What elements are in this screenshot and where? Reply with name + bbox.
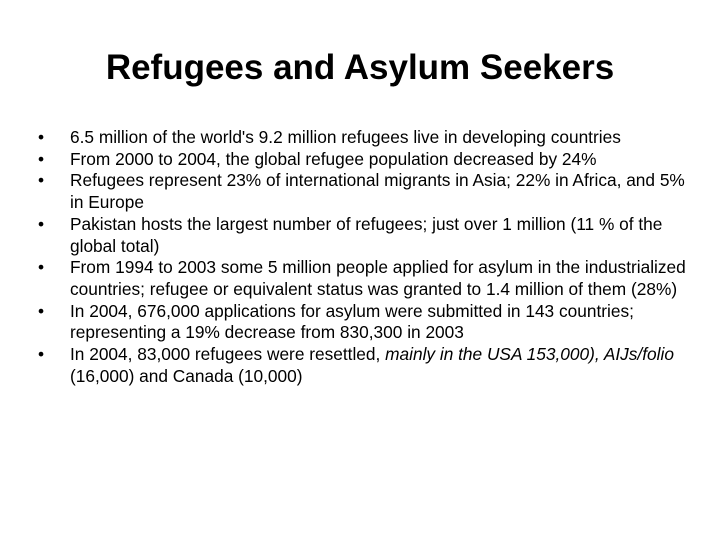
bullet-text: In 2004, 676,000 applications for asylum were submitted in 143 countries; representing a 19% decrease from 830,300 in 2003 [70, 300, 634, 343]
bullet-icon: • [38, 300, 45, 321]
bullet-text-italic: mainly in the USA 153,000), AIJs/folio [385, 344, 674, 365]
bullet-item [38, 344, 698, 387]
bullet-item [38, 149, 698, 171]
bullet-text-part: In 2004, 83,000 refugees were resettled, [70, 344, 386, 365]
slide-title: Refugees and Asylum Seekers [105, 48, 615, 87]
bullet-item [38, 257, 698, 300]
bullet-item [38, 127, 698, 149]
bullet-text-part: (16,000) and Canada (10,000) [70, 365, 303, 386]
bullet-icon: • [38, 170, 45, 191]
bullet-list [38, 127, 698, 387]
bullet-item [38, 214, 698, 257]
bullet-icon: • [38, 127, 45, 147]
bullet-text: Pakistan hosts the largest number of refugees; just over 1 million (11 % of the global total) [70, 213, 663, 256]
bullet-text: Refugees represent 23% of international migrants in Asia; 22% in Africa, and 5% in Europe [70, 170, 685, 213]
bullet-text: 6.5 million of the world's 9.2 million refugees live in developing countries [70, 127, 621, 147]
bullet-icon: • [38, 148, 45, 169]
bullet-item [38, 301, 698, 344]
bullet-icon: • [38, 213, 45, 234]
bullet-icon: • [38, 257, 45, 278]
bullet-text: From 2000 to 2004, the global refugee population decreased by 24% [70, 148, 597, 169]
bullet-item [38, 170, 698, 213]
bullet-icon: • [38, 344, 45, 365]
bullet-text: From 1994 to 2003 some 5 million people applied for asylum in the industrialized countries; refugee or equivalent status was granted to 1.4 million of them (28%) [70, 257, 686, 299]
